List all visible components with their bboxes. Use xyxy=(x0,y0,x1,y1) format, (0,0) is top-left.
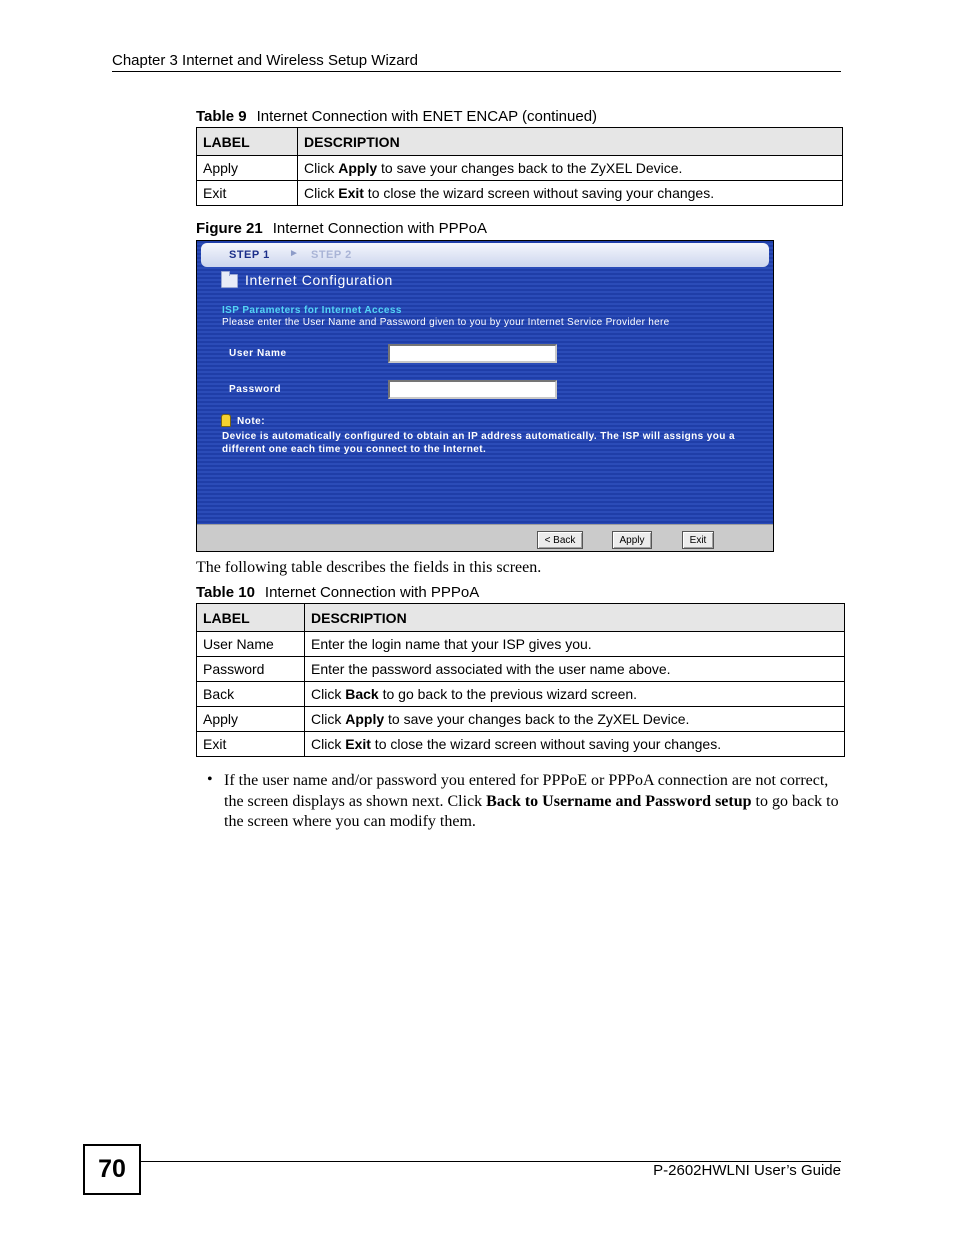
table9-caption xyxy=(196,108,597,125)
row-label: Password xyxy=(197,657,305,682)
row-label: Apply xyxy=(197,156,298,181)
row-label: User Name xyxy=(197,632,305,657)
table-row xyxy=(197,707,845,732)
table-row xyxy=(197,156,843,181)
row-description: Click Exit to close the wizard screen without saving your changes. xyxy=(305,732,845,757)
table10-number: Table 10 xyxy=(196,584,255,601)
wizard-button-bar xyxy=(197,524,774,552)
table-header-row xyxy=(197,128,843,156)
note-text: Device is automatically configured to obtain an IP address automatically. The ISP will assigns you a different one each time you connect to the Internet. xyxy=(222,431,735,455)
bullet-text: If the user name and/or password you entered for PPPoE or PPPoA connection are not correct, the screen displays as shown next. Click Back to Username and Password setup to go back to the screen where you can modify them. xyxy=(224,772,839,830)
isp-parameters-heading: ISP Parameters for Internet Access xyxy=(222,305,402,316)
row-description: Click Back to go back to the previous wizard screen. xyxy=(305,682,845,707)
table10-caption xyxy=(196,584,479,601)
row-description: Click Apply to save your changes back to the ZyXEL Device. xyxy=(305,707,845,732)
row-label: Apply xyxy=(197,707,305,732)
password-label: Password xyxy=(229,384,282,395)
table-row xyxy=(197,181,843,206)
step2-label: STEP 2 xyxy=(311,249,352,261)
apply-button[interactable]: Apply xyxy=(612,531,652,549)
user-name-label: User Name xyxy=(229,348,287,359)
user-name-input[interactable] xyxy=(388,344,557,363)
table10-title: Internet Connection with PPPoA xyxy=(264,584,480,601)
figure21-caption xyxy=(196,220,487,237)
row-description: Click Exit to close the wizard screen without saving your changes. xyxy=(298,181,843,206)
column-header-description: DESCRIPTION xyxy=(298,128,843,156)
row-label: Back xyxy=(197,682,305,707)
row-label: Exit xyxy=(197,181,298,206)
table-row xyxy=(197,657,845,682)
note-label: Note: xyxy=(237,416,266,427)
wizard-screenshot xyxy=(196,240,774,552)
row-description: Enter the login name that your ISP gives you. xyxy=(305,632,845,657)
guide-title: P-2602HWLNI User’s Guide xyxy=(653,1162,841,1179)
page-number: 70 xyxy=(83,1144,141,1195)
wizard-steps-bar xyxy=(201,243,769,267)
header-divider xyxy=(112,71,841,72)
figure21-number: Figure 21 xyxy=(196,220,263,237)
folder-icon xyxy=(221,274,238,288)
column-header-description: DESCRIPTION xyxy=(305,604,845,632)
step1-label: STEP 1 xyxy=(229,249,270,261)
table9 xyxy=(196,127,843,206)
table-row xyxy=(197,682,845,707)
intro-paragraph: The following table describes the fields in this screen. xyxy=(196,559,542,576)
screen-title: Internet Configuration xyxy=(245,272,393,288)
table9-number: Table 9 xyxy=(196,108,247,125)
row-description: Enter the password associated with the user name above. xyxy=(305,657,845,682)
figure21-title: Internet Connection with PPPoA xyxy=(272,220,487,237)
table10 xyxy=(196,603,845,757)
chapter-header: Chapter 3 Internet and Wireless Setup Wizard xyxy=(112,52,418,69)
table-row xyxy=(197,732,845,757)
step-arrow-icon: ► xyxy=(289,248,299,259)
row-label: Exit xyxy=(197,732,305,757)
table-header-row xyxy=(197,604,845,632)
column-header-label: LABEL xyxy=(197,128,298,156)
row-description: Click Apply to save your changes back to the ZyXEL Device. xyxy=(298,156,843,181)
password-input[interactable] xyxy=(388,380,557,399)
table9-title: Internet Connection with ENET ENCAP (continued) xyxy=(256,108,598,125)
isp-instruction: Please enter the User Name and Password given to you by your Internet Service Provider here xyxy=(222,317,670,328)
exit-button[interactable]: Exit xyxy=(682,531,714,549)
table-row xyxy=(197,632,845,657)
column-header-label: LABEL xyxy=(197,604,305,632)
note-hand-icon xyxy=(221,414,231,427)
back-button[interactable]: < Back xyxy=(537,531,583,549)
bullet-marker: • xyxy=(207,771,213,788)
